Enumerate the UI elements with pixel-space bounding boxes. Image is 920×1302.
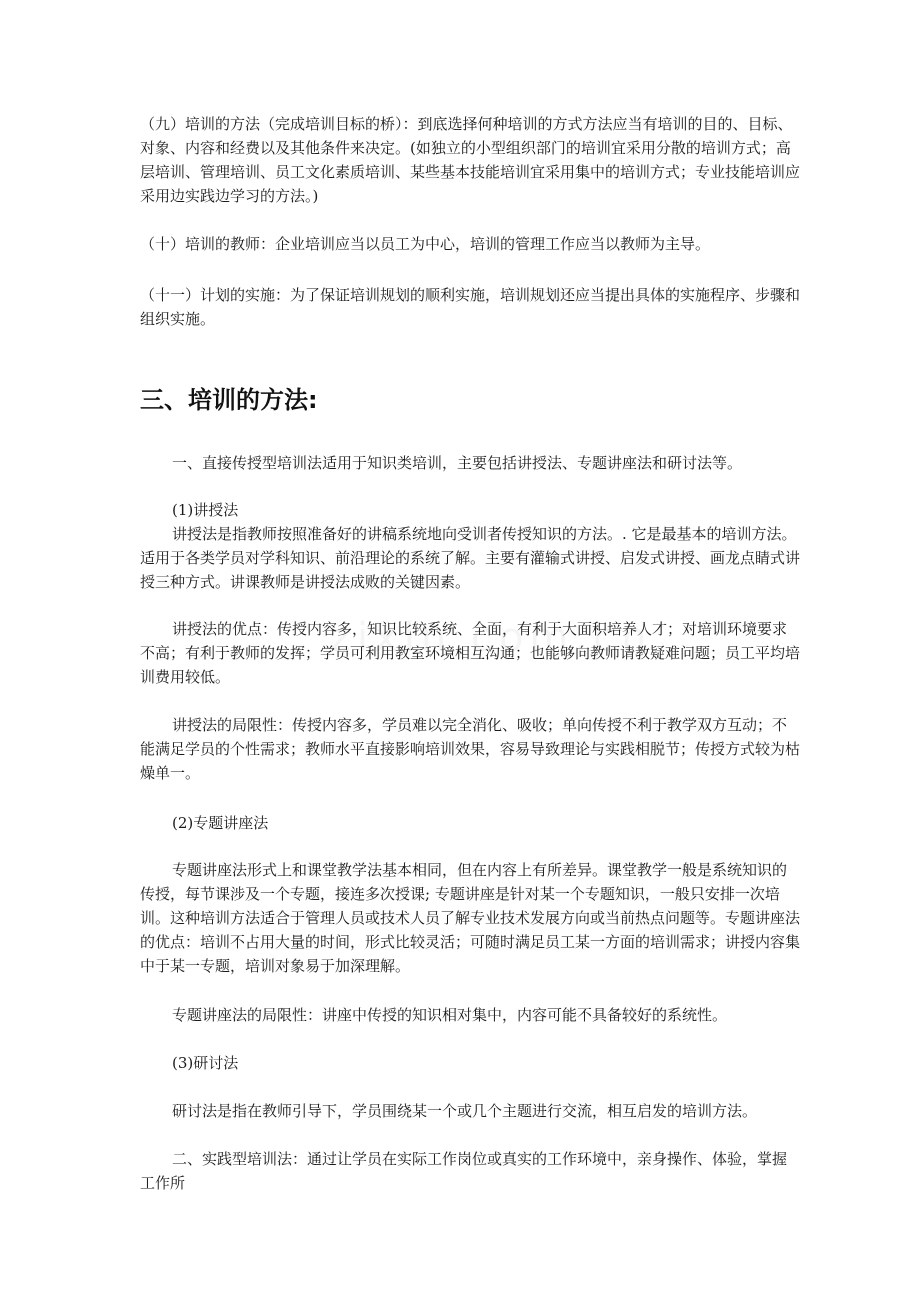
paragraph-seminar-definition: 研讨法是指在教师引导下，学员围绕某一个或几个主题进行交流，相互启发的培训方法。	[172, 1102, 758, 1120]
paragraph-lecture-limitations: 讲授法的局限性：传授内容多，学员难以完全消化、吸收；单向传授不利于教学双方互动；不能满足学员的个性需求；教师水平直接影响培训效果，容易导致理论与实践相脱节；传授方式较为枯燥单一。	[140, 716, 801, 782]
paragraph-special-lecture: 专题讲座法形式上和课堂教学法基本相同，但在内容上有所差异。课堂教学一般是系统知识的传授，每节课涉及一个专题，接连多次授课; 专题讲座是针对某一个专题知识，一般只安排一次培训。这种培训方法适合于管理人员或技术人员了解专业技术发展方向或当前热点问题等。专题讲座法的优点：培训不占用大量的时间，形式比较灵活；可随时满足员工某一方面的培训需求；讲授内容集中于某一专题，培训对象易于加深理解。	[140, 861, 801, 975]
subheading-seminar-method: (3)研讨法	[172, 1054, 239, 1072]
subheading-lecture-method: (1)讲授法	[172, 501, 239, 519]
paragraph-direct-teaching: 一、直接传授型培训法适用于知识类培训，主要包括讲授法、专题讲座法和研讨法等。	[172, 454, 743, 472]
paragraph-practical-training: 二、实践型培训法：通过让学员在实际工作岗位或真实的工作环境中，亲身操作、体验，掌握工作所	[140, 1150, 788, 1192]
section-heading: 三、培训的方法:	[140, 386, 318, 414]
subheading-special-lecture: (2)专题讲座法	[172, 814, 269, 832]
paragraph-plan-implementation: （十一）计划的实施：为了保证培训规划的顺利实施，培训规划还应当提出具体的实施程序、步骤和组织实施。	[140, 286, 801, 328]
paragraph-special-lecture-limitations: 专题讲座法的局限性：讲座中传授的知识相对集中，内容可能不具备较好的系统性。	[172, 1006, 728, 1024]
paragraph-lecture-advantages: 讲授法的优点：传授内容多，知识比较系统、全面，有利于大面积培养人才；对培训环境要求不高；有利于教师的发挥；学员可利用教室环境相互沟通；也能够向教师请教疑难问题；员工平均培训费用较低。	[140, 620, 801, 686]
paragraph-training-teachers: （十）培训的教师：企业培训应当以员工为中心，培训的管理工作应当以教师为主导。	[140, 235, 711, 253]
paragraph-training-methods: （九）培训的方法（完成培训目标的桥）：到底选择何种培训的方式方法应当有培训的目的、目标、对象、内容和经费以及其他条件来决定。(如独立的小型组织部门的培训宜采用分散的培训方式；高层培训、管理培训、员工文化素质培训、某些基本技能培训宜采用集中的培训方式；专业技能培训应采用边实践边学习的方法。)	[140, 115, 801, 205]
paragraph-lecture-definition: 讲授法是指教师按照准备好的讲稿系统地向受训者传授知识的方法。. 它是最基本的培训方法。适用于各类学员对学科知识、前沿理论的系统了解。主要有灌输式讲授、启发式讲授、画龙点睛式讲授三种方式。讲课教师是讲授法成败的关键因素。	[140, 525, 801, 591]
